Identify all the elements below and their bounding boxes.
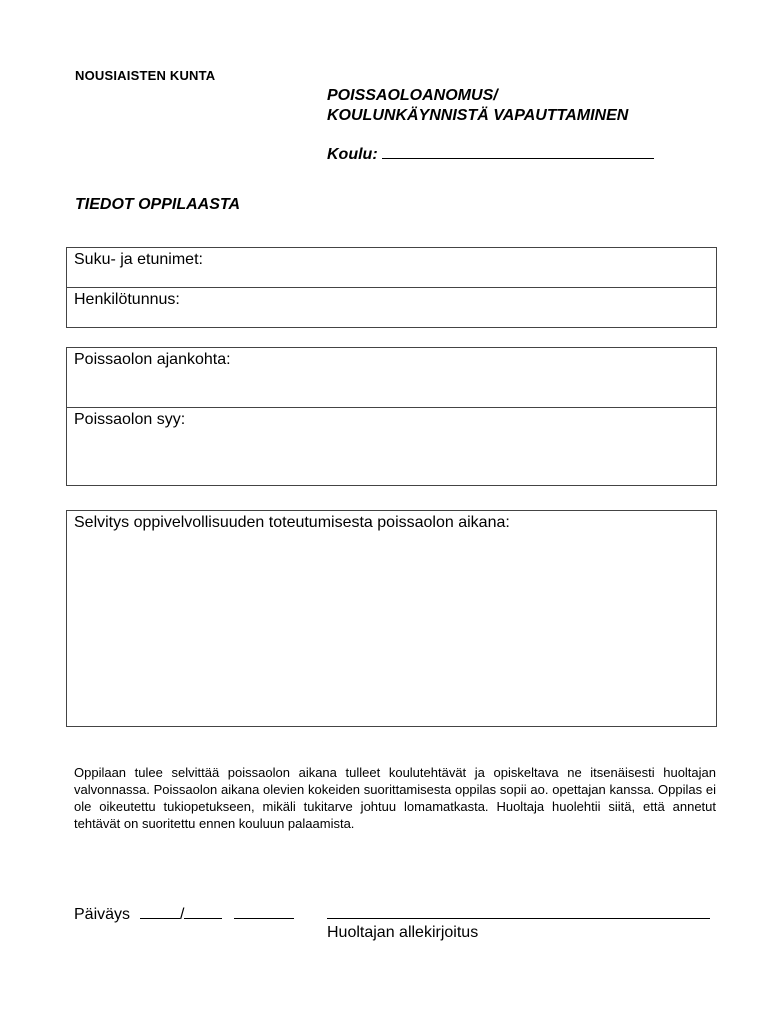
absence-reason-label: Poissaolon syy:	[74, 411, 186, 428]
absence-info-box	[66, 347, 717, 486]
absence-time-label: Poissaolon ajankohta:	[74, 351, 231, 368]
signature-line[interactable]	[327, 918, 710, 919]
absence-time-field[interactable]	[67, 348, 716, 408]
school-field[interactable]	[382, 144, 654, 159]
date-separator: /	[180, 906, 185, 923]
school-row	[327, 144, 654, 164]
absence-reason-field[interactable]	[67, 408, 716, 485]
municipality-name: NOUSIAISTEN KUNTA	[75, 68, 216, 83]
form-title	[327, 86, 628, 126]
name-field[interactable]	[67, 248, 716, 288]
date-month-field[interactable]	[184, 904, 222, 919]
id-field[interactable]	[67, 288, 716, 327]
signature-label: Huoltajan allekirjoitus	[327, 924, 479, 941]
date-year-field[interactable]	[234, 904, 294, 919]
section-heading: TIEDOT OPPILAASTA	[75, 196, 241, 213]
form-title-line2: KOULUNKÄYNNISTÄ VAPAUTTAMINEN	[327, 107, 629, 124]
date-day-field[interactable]	[140, 904, 180, 919]
name-label: Suku- ja etunimet:	[74, 251, 203, 268]
id-label: Henkilötunnus:	[74, 291, 180, 308]
date-label: Päiväys	[74, 906, 131, 923]
compulsory-education-label: Selvitys oppivelvollisuuden toteutumisesta poissaolon aikana:	[74, 514, 510, 531]
date-row	[74, 904, 294, 924]
student-info-box	[66, 247, 717, 328]
notice-paragraph: Oppilaan tulee selvittää poissaolon aikana tulleet koulutehtävät ja opiskeltava ne itsenäisesti huoltajan valvonnassa. Poissaolon aikana olevien kokeiden suorittamisesta oppilas sopii ao. opettajan kanssa. Oppilas ei ole oikeutettu tukiopetukseen, mikäli tukitarve johtuu lomamatkasta. Huoltaja huolehtii siitä, että annetut tehtävät on suoritettu ennen kouluun palaamista.	[74, 765, 716, 831]
school-label: Koulu:	[327, 146, 378, 163]
compulsory-education-box	[66, 510, 717, 727]
compulsory-education-field[interactable]	[67, 511, 716, 726]
form-title-line1: POISSAOLOANOMUS/	[327, 87, 498, 104]
